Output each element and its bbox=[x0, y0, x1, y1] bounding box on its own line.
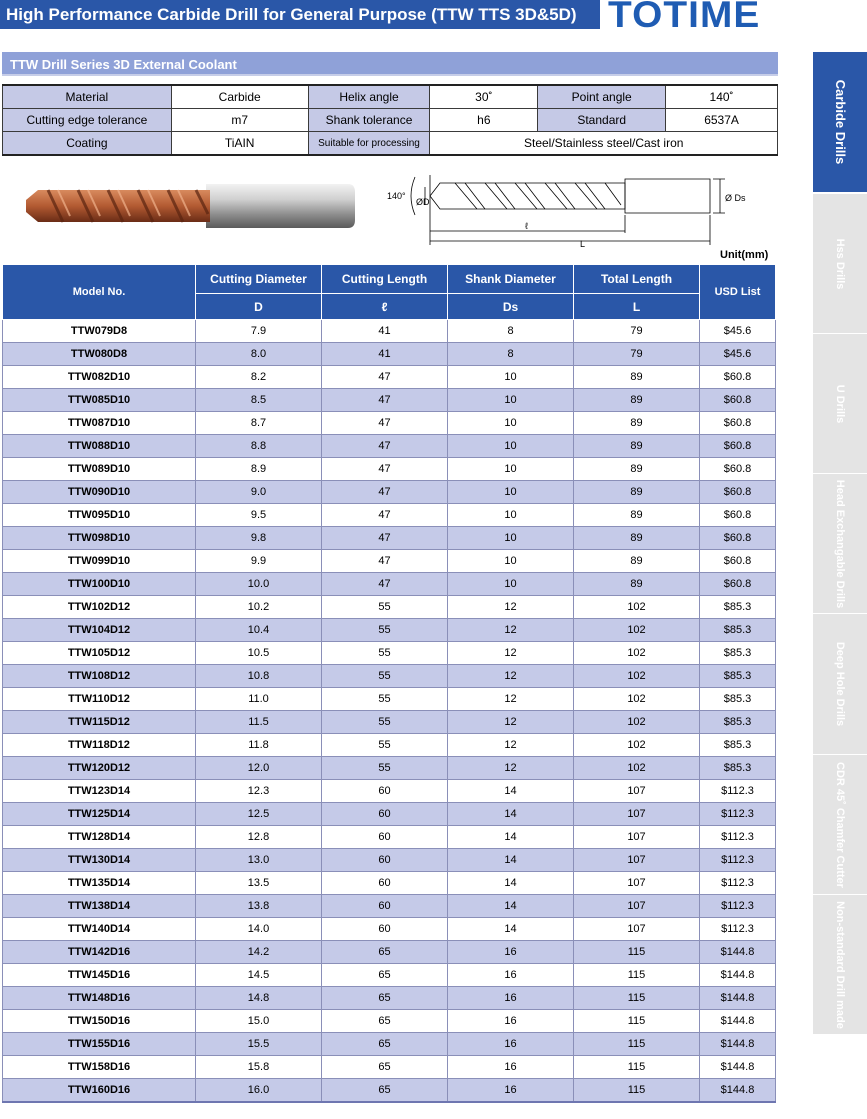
price-cell: $112.3 bbox=[700, 826, 776, 849]
cutting-length-cell: 41 bbox=[322, 320, 448, 343]
price-cell: $60.8 bbox=[700, 389, 776, 412]
diameter-cell: 9.0 bbox=[196, 481, 322, 504]
price-cell: $85.3 bbox=[700, 734, 776, 757]
diameter-cell: 8.8 bbox=[196, 435, 322, 458]
cutting-length-cell: 47 bbox=[322, 527, 448, 550]
price-cell: $144.8 bbox=[700, 1079, 776, 1103]
model-cell: TTW105D12 bbox=[3, 642, 196, 665]
table-row bbox=[3, 895, 776, 918]
shank-diameter-cell: 12 bbox=[448, 619, 574, 642]
table-row bbox=[3, 642, 776, 665]
model-cell: TTW130D14 bbox=[3, 849, 196, 872]
model-cell: TTW158D16 bbox=[3, 1056, 196, 1079]
diameter-cell: 9.9 bbox=[196, 550, 322, 573]
cutting-length-cell: 65 bbox=[322, 987, 448, 1010]
shank-diameter-cell: 16 bbox=[448, 941, 574, 964]
shank-diameter-cell: 8 bbox=[448, 320, 574, 343]
diameter-cell: 8.0 bbox=[196, 343, 322, 366]
table-row bbox=[3, 550, 776, 573]
model-cell: TTW118D12 bbox=[3, 734, 196, 757]
total-length-cell: 89 bbox=[574, 481, 700, 504]
header-symbol-ds: Ds bbox=[448, 294, 574, 320]
total-length-cell: 107 bbox=[574, 803, 700, 826]
table-row bbox=[3, 757, 776, 780]
spec-label: Standard bbox=[538, 109, 666, 132]
shank-diameter-cell: 12 bbox=[448, 757, 574, 780]
total-length-cell: 107 bbox=[574, 872, 700, 895]
diameter-cell: 14.5 bbox=[196, 964, 322, 987]
price-cell: $45.6 bbox=[700, 343, 776, 366]
price-cell: $112.3 bbox=[700, 780, 776, 803]
shank-diameter-cell: 12 bbox=[448, 688, 574, 711]
cutting-length-cell: 60 bbox=[322, 872, 448, 895]
sidebar-tab[interactable] bbox=[813, 755, 867, 895]
diameter-cell: 14.8 bbox=[196, 987, 322, 1010]
cutting-length-cell: 65 bbox=[322, 941, 448, 964]
shank-diameter-cell: 10 bbox=[448, 412, 574, 435]
diameter-cell: 15.5 bbox=[196, 1033, 322, 1056]
spec-value: Carbide bbox=[171, 85, 308, 109]
price-cell: $60.8 bbox=[700, 412, 776, 435]
sidebar-tab[interactable] bbox=[813, 334, 867, 474]
model-cell: TTW123D14 bbox=[3, 780, 196, 803]
cutting-length-cell: 55 bbox=[322, 619, 448, 642]
price-cell: $60.8 bbox=[700, 366, 776, 389]
shank-diameter-cell: 14 bbox=[448, 780, 574, 803]
total-length-cell: 115 bbox=[574, 987, 700, 1010]
cutting-length-cell: 55 bbox=[322, 757, 448, 780]
cutting-length-cell: 55 bbox=[322, 665, 448, 688]
shank-diameter-cell: 10 bbox=[448, 366, 574, 389]
spec-value: 6537A bbox=[666, 109, 778, 132]
model-cell: TTW082D10 bbox=[3, 366, 196, 389]
shank-diameter-cell: 8 bbox=[448, 343, 574, 366]
diameter-cell: 10.4 bbox=[196, 619, 322, 642]
model-cell: TTW095D10 bbox=[3, 504, 196, 527]
spec-label: Shank tolerance bbox=[308, 109, 430, 132]
price-cell: $60.8 bbox=[700, 481, 776, 504]
sidebar-tab-label: Deep Hole Drills bbox=[834, 641, 846, 727]
total-length-cell: 107 bbox=[574, 826, 700, 849]
product-table bbox=[2, 264, 776, 1103]
shank-diameter-cell: 12 bbox=[448, 642, 574, 665]
total-length-label: L bbox=[580, 239, 586, 249]
model-cell: TTW115D12 bbox=[3, 711, 196, 734]
total-length-cell: 89 bbox=[574, 458, 700, 481]
diameter-cell: 9.8 bbox=[196, 527, 322, 550]
price-cell: $85.3 bbox=[700, 688, 776, 711]
total-length-cell: 89 bbox=[574, 366, 700, 389]
cutting-length-cell: 60 bbox=[322, 849, 448, 872]
price-cell: $144.8 bbox=[700, 987, 776, 1010]
shank-diameter-cell: 16 bbox=[448, 1010, 574, 1033]
diameter-cell: 10.5 bbox=[196, 642, 322, 665]
table-row bbox=[3, 320, 776, 343]
model-cell: TTW087D10 bbox=[3, 412, 196, 435]
header-model: Model No. bbox=[3, 265, 196, 320]
total-length-cell: 89 bbox=[574, 573, 700, 596]
cutting-length-cell: 41 bbox=[322, 343, 448, 366]
sidebar-tab-label: CDR 45˚ Chamfer Cutter bbox=[834, 761, 846, 888]
model-cell: TTW079D8 bbox=[3, 320, 196, 343]
shank-diameter-cell: 10 bbox=[448, 527, 574, 550]
cutting-length-cell: 47 bbox=[322, 504, 448, 527]
table-row bbox=[3, 711, 776, 734]
cutting-length-cell: 47 bbox=[322, 366, 448, 389]
model-cell: TTW100D10 bbox=[3, 573, 196, 596]
table-row bbox=[3, 573, 776, 596]
price-cell: $112.3 bbox=[700, 849, 776, 872]
diameter-cell: 8.2 bbox=[196, 366, 322, 389]
total-length-cell: 107 bbox=[574, 849, 700, 872]
total-length-cell: 79 bbox=[574, 320, 700, 343]
total-length-cell: 102 bbox=[574, 619, 700, 642]
price-cell: $85.3 bbox=[700, 642, 776, 665]
diameter-cell: 11.0 bbox=[196, 688, 322, 711]
spec-value: Steel/Stainless steel/Cast iron bbox=[430, 132, 778, 156]
sidebar-tab[interactable] bbox=[813, 52, 867, 193]
total-length-cell: 102 bbox=[574, 711, 700, 734]
drill-dimension-diagram bbox=[385, 165, 755, 250]
header-symbol-l: ℓ bbox=[322, 294, 448, 320]
model-cell: TTW128D14 bbox=[3, 826, 196, 849]
cutting-length-cell: 55 bbox=[322, 642, 448, 665]
price-cell: $60.8 bbox=[700, 504, 776, 527]
diameter-cell: 13.5 bbox=[196, 872, 322, 895]
spec-table bbox=[2, 84, 778, 156]
total-length-cell: 107 bbox=[574, 918, 700, 941]
spec-value: 140˚ bbox=[666, 85, 778, 109]
table-row bbox=[3, 619, 776, 642]
spec-value: h6 bbox=[430, 109, 538, 132]
price-cell: $144.8 bbox=[700, 1056, 776, 1079]
sidebar-tab[interactable] bbox=[813, 194, 867, 334]
diameter-cell: 8.5 bbox=[196, 389, 322, 412]
table-row bbox=[3, 688, 776, 711]
total-length-cell: 102 bbox=[574, 757, 700, 780]
cutting-length-cell: 60 bbox=[322, 803, 448, 826]
total-length-cell: 115 bbox=[574, 941, 700, 964]
model-cell: TTW090D10 bbox=[3, 481, 196, 504]
diameter-cell: 8.9 bbox=[196, 458, 322, 481]
model-cell: TTW142D16 bbox=[3, 941, 196, 964]
sidebar-tab-label: Head Exchangable Drills bbox=[834, 479, 846, 608]
shank-diameter-cell: 16 bbox=[448, 987, 574, 1010]
cutting-length-label: ℓ bbox=[525, 221, 528, 231]
diameter-cell: 16.0 bbox=[196, 1079, 322, 1103]
cutting-length-cell: 55 bbox=[322, 596, 448, 619]
price-cell: $112.3 bbox=[700, 803, 776, 826]
model-cell: TTW160D16 bbox=[3, 1079, 196, 1103]
model-cell: TTW085D10 bbox=[3, 389, 196, 412]
model-cell: TTW110D12 bbox=[3, 688, 196, 711]
price-cell: $85.3 bbox=[700, 711, 776, 734]
table-row bbox=[3, 527, 776, 550]
shank-diameter-cell: 10 bbox=[448, 573, 574, 596]
shank-diameter-cell: 14 bbox=[448, 918, 574, 941]
diameter-cell: 9.5 bbox=[196, 504, 322, 527]
shank-diameter-cell: 14 bbox=[448, 872, 574, 895]
table-row bbox=[3, 872, 776, 895]
drill-photo bbox=[18, 180, 358, 232]
diameter-cell: 12.8 bbox=[196, 826, 322, 849]
table-row bbox=[3, 849, 776, 872]
cutting-length-cell: 65 bbox=[322, 1010, 448, 1033]
diameter-cell: 10.2 bbox=[196, 596, 322, 619]
price-cell: $144.8 bbox=[700, 941, 776, 964]
price-cell: $60.8 bbox=[700, 435, 776, 458]
sidebar-tab[interactable] bbox=[813, 895, 867, 1035]
section-title: TTW Drill Series 3D External Coolant bbox=[2, 52, 778, 76]
model-cell: TTW080D8 bbox=[3, 343, 196, 366]
unit-label: Unit(mm) bbox=[720, 249, 769, 261]
cutting-length-cell: 60 bbox=[322, 918, 448, 941]
spec-label: Suitable for processing bbox=[308, 132, 430, 156]
total-length-cell: 115 bbox=[574, 1010, 700, 1033]
sidebar-tab-label: Carbide Drills bbox=[833, 79, 848, 165]
sidebar-tab[interactable] bbox=[813, 474, 867, 614]
header-shank-diameter: Shank Diameter bbox=[448, 265, 574, 294]
total-length-cell: 102 bbox=[574, 596, 700, 619]
header-symbol-d: D bbox=[196, 294, 322, 320]
cutting-length-cell: 47 bbox=[322, 481, 448, 504]
cutting-length-cell: 47 bbox=[322, 573, 448, 596]
shank-diameter-cell: 12 bbox=[448, 665, 574, 688]
model-cell: TTW104D12 bbox=[3, 619, 196, 642]
shank-diameter-cell: 10 bbox=[448, 481, 574, 504]
sidebar-tab[interactable] bbox=[813, 614, 867, 755]
table-row bbox=[3, 1010, 776, 1033]
price-cell: $144.8 bbox=[700, 1010, 776, 1033]
spec-value: m7 bbox=[171, 109, 308, 132]
price-cell: $60.8 bbox=[700, 550, 776, 573]
price-cell: $85.3 bbox=[700, 619, 776, 642]
diameter-cell: 13.8 bbox=[196, 895, 322, 918]
total-length-cell: 102 bbox=[574, 734, 700, 757]
spec-value: 30˚ bbox=[430, 85, 538, 109]
model-cell: TTW098D10 bbox=[3, 527, 196, 550]
diameter-cell: 12.0 bbox=[196, 757, 322, 780]
model-cell: TTW099D10 bbox=[3, 550, 196, 573]
table-row bbox=[3, 918, 776, 941]
shank-diameter-cell: 12 bbox=[448, 596, 574, 619]
header-price: USD List bbox=[700, 265, 776, 320]
table-row bbox=[3, 941, 776, 964]
table-row bbox=[3, 1056, 776, 1079]
shank-diameter-cell: 14 bbox=[448, 849, 574, 872]
total-length-cell: 115 bbox=[574, 964, 700, 987]
cutting-length-cell: 65 bbox=[322, 1056, 448, 1079]
shank-diameter-cell: 16 bbox=[448, 1056, 574, 1079]
price-cell: $144.8 bbox=[700, 1033, 776, 1056]
total-length-cell: 89 bbox=[574, 435, 700, 458]
model-cell: TTW135D14 bbox=[3, 872, 196, 895]
price-cell: $112.3 bbox=[700, 872, 776, 895]
price-cell: $85.3 bbox=[700, 596, 776, 619]
diameter-cell: 12.5 bbox=[196, 803, 322, 826]
header-cutting-diameter: Cutting Diameter bbox=[196, 265, 322, 294]
shank-diameter-cell: 10 bbox=[448, 389, 574, 412]
total-length-cell: 107 bbox=[574, 780, 700, 803]
cutting-length-cell: 55 bbox=[322, 711, 448, 734]
model-cell: TTW089D10 bbox=[3, 458, 196, 481]
cutting-length-cell: 47 bbox=[322, 435, 448, 458]
shank-diameter-cell: 10 bbox=[448, 458, 574, 481]
table-row bbox=[3, 412, 776, 435]
total-length-cell: 89 bbox=[574, 389, 700, 412]
diameter-cell: 13.0 bbox=[196, 849, 322, 872]
price-cell: $112.3 bbox=[700, 918, 776, 941]
page-header bbox=[0, 0, 600, 29]
table-row bbox=[3, 366, 776, 389]
cutting-length-cell: 47 bbox=[322, 412, 448, 435]
price-cell: $85.3 bbox=[700, 757, 776, 780]
diameter-cell: 15.0 bbox=[196, 1010, 322, 1033]
model-cell: TTW088D10 bbox=[3, 435, 196, 458]
diameter-cell: 14.2 bbox=[196, 941, 322, 964]
price-cell: $60.8 bbox=[700, 458, 776, 481]
table-row bbox=[3, 435, 776, 458]
price-cell: $144.8 bbox=[700, 964, 776, 987]
model-cell: TTW140D14 bbox=[3, 918, 196, 941]
total-length-cell: 115 bbox=[574, 1033, 700, 1056]
sidebar-tab-label: Non-standard Drill made bbox=[834, 900, 846, 1029]
total-length-cell: 107 bbox=[574, 895, 700, 918]
shank-diameter-cell: 16 bbox=[448, 964, 574, 987]
spec-row bbox=[3, 132, 778, 156]
table-row bbox=[3, 964, 776, 987]
table-row bbox=[3, 780, 776, 803]
shank-diameter-cell: 16 bbox=[448, 1079, 574, 1103]
total-length-cell: 89 bbox=[574, 527, 700, 550]
spec-label: Point angle bbox=[538, 85, 666, 109]
total-length-cell: 79 bbox=[574, 343, 700, 366]
cutting-length-cell: 60 bbox=[322, 895, 448, 918]
diameter-cell: 8.7 bbox=[196, 412, 322, 435]
shank-diameter-label: Ø Ds bbox=[725, 193, 746, 203]
diameter-cell: 12.3 bbox=[196, 780, 322, 803]
spec-label: Coating bbox=[3, 132, 172, 156]
diameter-cell: 10.8 bbox=[196, 665, 322, 688]
table-row bbox=[3, 481, 776, 504]
total-length-cell: 102 bbox=[574, 665, 700, 688]
total-length-cell: 115 bbox=[574, 1056, 700, 1079]
shank-diameter-cell: 10 bbox=[448, 435, 574, 458]
diameter-cell: 14.0 bbox=[196, 918, 322, 941]
shank-diameter-cell: 14 bbox=[448, 826, 574, 849]
spec-value: TiAIN bbox=[171, 132, 308, 156]
table-row bbox=[3, 389, 776, 412]
shank-diameter-cell: 16 bbox=[448, 1033, 574, 1056]
point-angle-label: 140° bbox=[387, 191, 406, 201]
header-symbol-total: L bbox=[574, 294, 700, 320]
cutting-length-cell: 65 bbox=[322, 1079, 448, 1103]
diameter-label: ØD bbox=[416, 197, 430, 207]
cutting-length-cell: 47 bbox=[322, 389, 448, 412]
sidebar-tab-label: Hss Drills bbox=[834, 238, 846, 289]
total-length-cell: 102 bbox=[574, 642, 700, 665]
total-length-cell: 115 bbox=[574, 1079, 700, 1103]
diameter-cell: 7.9 bbox=[196, 320, 322, 343]
table-row bbox=[3, 343, 776, 366]
model-cell: TTW120D12 bbox=[3, 757, 196, 780]
price-cell: $60.8 bbox=[700, 573, 776, 596]
table-row bbox=[3, 1033, 776, 1056]
shank-diameter-cell: 14 bbox=[448, 803, 574, 826]
shank-diameter-cell: 10 bbox=[448, 504, 574, 527]
cutting-length-cell: 60 bbox=[322, 826, 448, 849]
total-length-cell: 89 bbox=[574, 504, 700, 527]
total-length-cell: 89 bbox=[574, 550, 700, 573]
shank-diameter-cell: 14 bbox=[448, 895, 574, 918]
price-cell: $85.3 bbox=[700, 665, 776, 688]
cutting-length-cell: 55 bbox=[322, 734, 448, 757]
shank-diameter-cell: 12 bbox=[448, 734, 574, 757]
table-row bbox=[3, 665, 776, 688]
cutting-length-cell: 55 bbox=[322, 688, 448, 711]
shank-diameter-cell: 12 bbox=[448, 711, 574, 734]
header-cutting-length: Cutting Length bbox=[322, 265, 448, 294]
price-cell: $112.3 bbox=[700, 895, 776, 918]
model-cell: TTW138D14 bbox=[3, 895, 196, 918]
sidebar-tab-label: U Drills bbox=[834, 384, 846, 423]
cutting-length-cell: 60 bbox=[322, 780, 448, 803]
diameter-cell: 15.8 bbox=[196, 1056, 322, 1079]
table-row bbox=[3, 1079, 776, 1103]
spec-row bbox=[3, 85, 778, 109]
spec-label: Cutting edge tolerance bbox=[3, 109, 172, 132]
cutting-length-cell: 47 bbox=[322, 458, 448, 481]
table-row bbox=[3, 987, 776, 1010]
shank-diameter-cell: 10 bbox=[448, 550, 574, 573]
model-cell: TTW145D16 bbox=[3, 964, 196, 987]
page-title: High Performance Carbide Drill for General Purpose (TTW TTS 3D&5D) bbox=[6, 5, 577, 24]
spec-label: Helix angle bbox=[308, 85, 430, 109]
model-cell: TTW150D16 bbox=[3, 1010, 196, 1033]
spec-label: Material bbox=[3, 85, 172, 109]
diameter-cell: 11.8 bbox=[196, 734, 322, 757]
diameter-cell: 11.5 bbox=[196, 711, 322, 734]
model-cell: TTW108D12 bbox=[3, 665, 196, 688]
cutting-length-cell: 47 bbox=[322, 550, 448, 573]
spec-row bbox=[3, 109, 778, 132]
price-cell: $60.8 bbox=[700, 527, 776, 550]
table-row bbox=[3, 458, 776, 481]
table-row bbox=[3, 596, 776, 619]
brand-logo: TOTIME bbox=[608, 0, 761, 35]
header-total-length: Total Length bbox=[574, 265, 700, 294]
model-cell: TTW125D14 bbox=[3, 803, 196, 826]
cutting-length-cell: 65 bbox=[322, 964, 448, 987]
model-cell: TTW102D12 bbox=[3, 596, 196, 619]
cutting-length-cell: 65 bbox=[322, 1033, 448, 1056]
model-cell: TTW148D16 bbox=[3, 987, 196, 1010]
table-row bbox=[3, 803, 776, 826]
price-cell: $45.6 bbox=[700, 320, 776, 343]
diameter-cell: 10.0 bbox=[196, 573, 322, 596]
total-length-cell: 89 bbox=[574, 412, 700, 435]
table-row bbox=[3, 504, 776, 527]
table-row bbox=[3, 826, 776, 849]
total-length-cell: 102 bbox=[574, 688, 700, 711]
table-row bbox=[3, 734, 776, 757]
model-cell: TTW155D16 bbox=[3, 1033, 196, 1056]
